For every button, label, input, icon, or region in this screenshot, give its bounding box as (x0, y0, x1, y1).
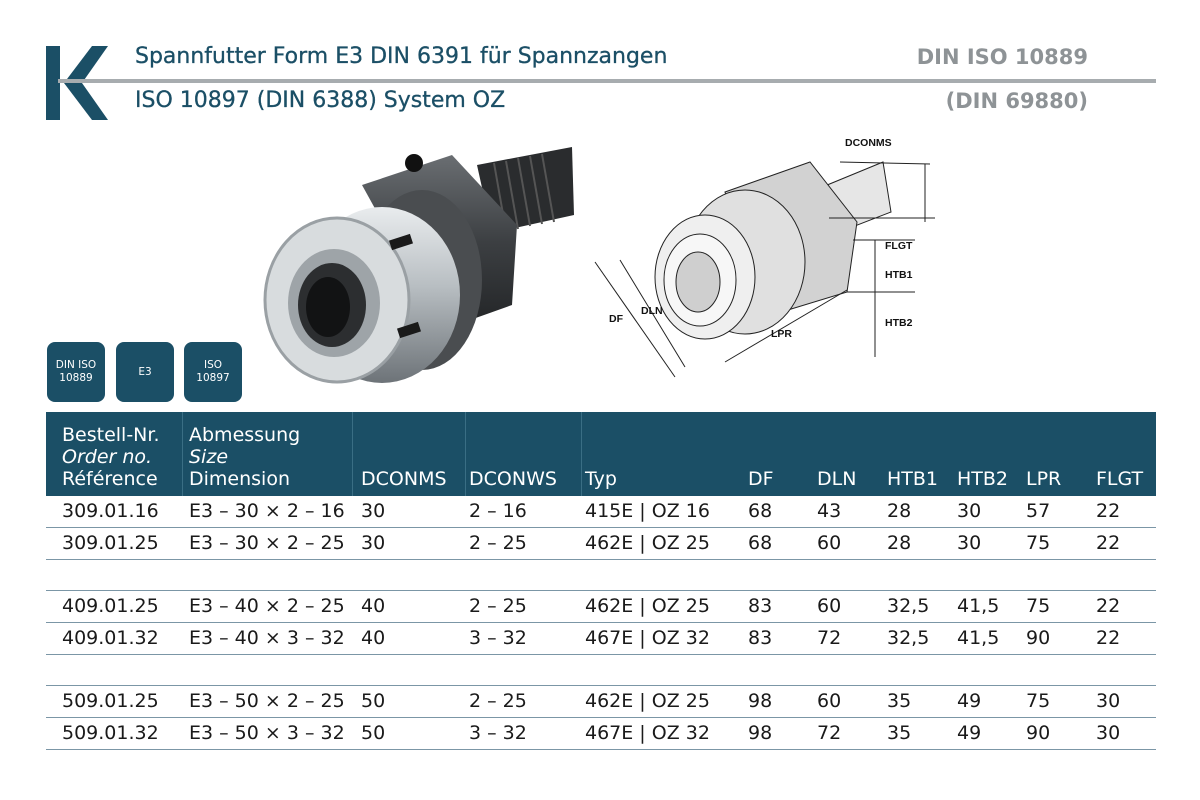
cell-flgt: 22 (1096, 627, 1121, 649)
cell-df: 68 (748, 500, 773, 522)
cell-htb2: 41,5 (957, 595, 1000, 617)
header-rule (58, 79, 1156, 83)
cell-flgt: 22 (1096, 500, 1121, 522)
table-row (46, 496, 1156, 528)
cell-dconms: 50 (361, 690, 386, 712)
cell-size: E3 – 40 × 3 – 32 (189, 627, 345, 649)
table-row (46, 718, 1156, 750)
header-lpr: LPR (1026, 468, 1062, 490)
cell-dconms: 50 (361, 722, 386, 744)
drawing-label-flgt: FLGT (885, 240, 913, 252)
cell-typ: 467E | OZ 32 (585, 722, 710, 744)
cell-dln: 72 (817, 722, 842, 744)
cell-lpr: 57 (1026, 500, 1051, 522)
cell-order-no: 509.01.32 (62, 722, 159, 744)
drawing-label-lpr: LPR (771, 328, 792, 340)
cell-dln: 43 (817, 500, 842, 522)
badge-e3: E3 (116, 342, 174, 402)
table-row (46, 528, 1156, 560)
cell-htb2: 30 (957, 532, 982, 554)
cell-htb1: 32,5 (887, 595, 930, 617)
page-title: Spannfutter Form E3 DIN 6391 für Spannzangen (135, 44, 668, 69)
cell-typ: 462E | OZ 25 (585, 595, 710, 617)
cell-order-no: 309.01.16 (62, 500, 159, 522)
header-order-no: Bestell-Nr. Order no. Référence (62, 424, 160, 490)
cell-df: 83 (748, 627, 773, 649)
cell-dln: 60 (817, 595, 842, 617)
cell-size: E3 – 40 × 2 – 25 (189, 595, 345, 617)
cell-size: E3 – 50 × 2 – 25 (189, 690, 345, 712)
standard-label-legacy: (DIN 69880) (945, 89, 1088, 113)
header-htb2: HTB2 (957, 468, 1009, 490)
cell-dconms: 30 (361, 500, 386, 522)
cell-df: 98 (748, 722, 773, 744)
cell-dconms: 40 (361, 595, 386, 617)
cell-lpr: 90 (1026, 722, 1051, 744)
cell-dln: 60 (817, 532, 842, 554)
table-row (46, 623, 1156, 655)
standard-label: DIN ISO 10889 (916, 45, 1088, 69)
cell-htb1: 32,5 (887, 627, 930, 649)
cell-dconws: 3 – 32 (469, 722, 527, 744)
cell-flgt: 22 (1096, 595, 1121, 617)
cell-lpr: 90 (1026, 627, 1051, 649)
cell-typ: 462E | OZ 25 (585, 690, 710, 712)
header-dconms: DCONMS (361, 468, 447, 490)
header-htb1: HTB1 (887, 468, 939, 490)
cell-htb1: 35 (887, 690, 912, 712)
cell-dconws: 3 – 32 (469, 627, 527, 649)
product-photo (262, 145, 582, 385)
table-row-spacer (46, 560, 1156, 591)
header-dln: DLN (817, 468, 857, 490)
cell-df: 83 (748, 595, 773, 617)
cell-order-no: 309.01.25 (62, 532, 159, 554)
header-size: Abmessung Size Dimension (189, 424, 301, 490)
page-subtitle: ISO 10897 (DIN 6388) System OZ (135, 88, 506, 113)
cell-typ: 467E | OZ 32 (585, 627, 710, 649)
drawing-label-htb1: HTB1 (885, 269, 913, 281)
table-row-spacer (46, 655, 1156, 686)
cell-dconws: 2 – 25 (469, 690, 527, 712)
drawing-label-df: DF (609, 313, 623, 325)
cell-lpr: 75 (1026, 532, 1051, 554)
cell-dconws: 2 – 25 (469, 532, 527, 554)
cell-flgt: 30 (1096, 722, 1121, 744)
brand-logo (46, 46, 108, 120)
product-table (46, 412, 1156, 750)
cell-flgt: 30 (1096, 690, 1121, 712)
table-row (46, 686, 1156, 718)
cell-typ: 415E | OZ 16 (585, 500, 710, 522)
cell-htb1: 28 (887, 500, 912, 522)
header-df: DF (748, 468, 774, 490)
cell-dln: 72 (817, 627, 842, 649)
table-body (46, 496, 1156, 750)
cell-htb2: 41,5 (957, 627, 1000, 649)
badge-iso-10897: ISO 10897 (184, 342, 242, 402)
drawing-label-dconms: DCONMS (845, 137, 892, 149)
cell-order-no: 409.01.25 (62, 595, 159, 617)
cell-flgt: 22 (1096, 532, 1121, 554)
cell-dconms: 40 (361, 627, 386, 649)
cell-typ: 462E | OZ 25 (585, 532, 710, 554)
technical-drawing (585, 132, 945, 382)
cell-htb2: 49 (957, 722, 982, 744)
cell-size: E3 – 30 × 2 – 25 (189, 532, 345, 554)
cell-htb2: 49 (957, 690, 982, 712)
cell-htb2: 30 (957, 500, 982, 522)
cell-dconws: 2 – 25 (469, 595, 527, 617)
table-row (46, 591, 1156, 623)
drawing-label-htb2: HTB2 (885, 317, 913, 329)
cell-df: 68 (748, 532, 773, 554)
cell-dconws: 2 – 16 (469, 500, 527, 522)
cell-order-no: 409.01.32 (62, 627, 159, 649)
drawing-label-dln: DLN (641, 305, 663, 317)
cell-htb1: 28 (887, 532, 912, 554)
cell-dconms: 30 (361, 532, 386, 554)
cell-size: E3 – 30 × 2 – 16 (189, 500, 345, 522)
cell-htb1: 35 (887, 722, 912, 744)
cell-lpr: 75 (1026, 595, 1051, 617)
header-flgt: FLGT (1096, 468, 1144, 490)
cell-size: E3 – 50 × 3 – 32 (189, 722, 345, 744)
table-header (46, 412, 1156, 496)
cell-order-no: 509.01.25 (62, 690, 159, 712)
cell-lpr: 75 (1026, 690, 1051, 712)
cell-df: 98 (748, 690, 773, 712)
badge-din-iso-10889: DIN ISO 10889 (47, 342, 105, 402)
header-dconws: DCONWS (469, 468, 557, 490)
cell-dln: 60 (817, 690, 842, 712)
header-typ: Typ (585, 468, 617, 490)
